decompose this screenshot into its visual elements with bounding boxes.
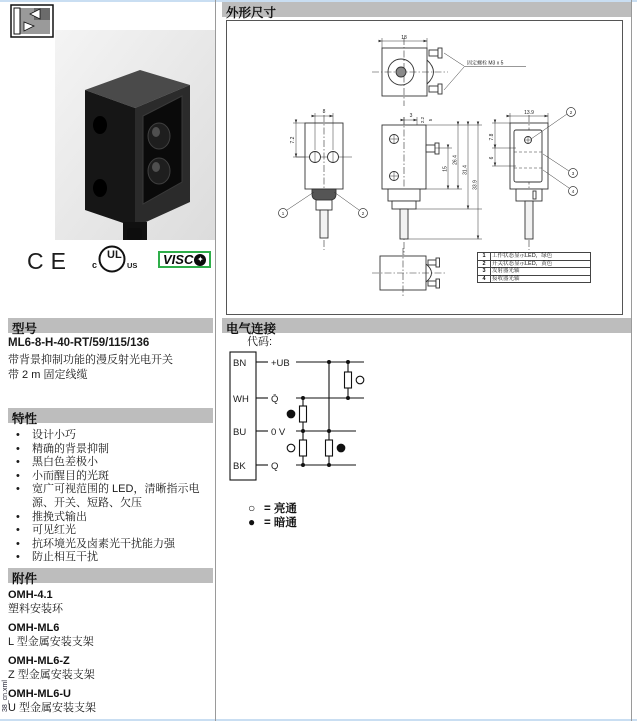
dim-side-h2: 26.4 <box>452 155 459 165</box>
sensor-type-icon <box>10 4 54 38</box>
section-header-accessories: 附件 <box>8 568 213 583</box>
dim-side-d3: 5 <box>428 118 433 122</box>
document-filename: 38_cn.xml <box>2 680 9 712</box>
ul-c: c <box>92 260 98 270</box>
callout-4: 4 <box>571 189 575 194</box>
ul-letters: UL <box>107 249 122 261</box>
legend-light-on-text: = 亮通 <box>264 503 297 515</box>
wiring-diagram <box>228 348 408 488</box>
dim-side-d2: 2.2 <box>420 116 425 124</box>
visco-star-icon: ✦ <box>194 254 206 266</box>
section-header-electrical: 电气连接 <box>222 318 631 333</box>
legend-row <box>478 268 591 276</box>
dim-side-h3: 31.4 <box>462 165 469 175</box>
accessory-code: OMH-4.1 <box>8 589 53 601</box>
accessory-code: OMH-ML6-Z <box>8 655 70 667</box>
visco-logo <box>158 251 211 268</box>
legend-text: 工作状态显示LED，绿色 <box>491 253 591 261</box>
accessory-desc: L 型金属安装支架 <box>8 636 94 648</box>
accessory-desc: Z 型金属安装支架 <box>8 669 95 681</box>
callout-3: 3 <box>571 171 575 176</box>
dim-front-hole-offset: 7.2 <box>290 136 296 144</box>
legend-text: 接收器光轴 <box>491 275 591 283</box>
accessory-code: OMH-ML6 <box>8 622 60 634</box>
ul-us: US <box>127 261 138 270</box>
drawing-legend-table <box>477 252 591 283</box>
accessory-desc: U 型金属安装支架 <box>8 702 96 714</box>
wire-abbr-wh: WH <box>233 394 249 405</box>
callout-2: 2 <box>361 211 365 216</box>
visco-text: VISC <box>163 252 194 267</box>
model-description-1: 带背景抑制功能的漫反射光电开关 <box>8 354 173 366</box>
model-code: ML6-8-H-40-RT/59/115/136 <box>8 337 150 349</box>
dim-right-width: 13.9 <box>524 110 534 116</box>
dim-right-d2: 6 <box>489 156 495 160</box>
legend-text: 发射器光轴 <box>491 268 591 276</box>
wire-abbr-bk: BK <box>233 461 246 472</box>
legend-dark-on-text: = 暗通 <box>264 517 297 529</box>
accessory-desc: 塑料安装环 <box>8 603 63 615</box>
section-header-features: 特性 <box>8 408 213 423</box>
dim-right-d1: 7.8 <box>489 133 495 141</box>
callout-1: 1 <box>281 211 285 216</box>
feature-item: • 抗环境光及卤素光干扰能力强 <box>8 538 210 552</box>
legend-no: 1 <box>478 253 491 261</box>
dim-side-h4: 33.9 <box>472 180 479 190</box>
column-divider <box>215 0 216 721</box>
dim-top-width: 18 <box>401 35 407 41</box>
feature-item: • 黑白色差极小 <box>8 456 210 470</box>
features-list <box>8 429 210 565</box>
accessory-item <box>8 621 210 649</box>
electrical-code-label: 代码: <box>247 336 273 348</box>
dim-front-width: 8 <box>322 109 326 115</box>
dim-side-h1: 15 <box>442 166 449 172</box>
accessories-list <box>8 588 210 720</box>
wire-abbr-bu: BU <box>233 427 247 438</box>
open-circle-icon: ○ <box>248 501 256 515</box>
legend-no: 4 <box>478 275 491 283</box>
feature-item: • 设计小巧 <box>8 429 210 443</box>
legend-text: 开关状态显示LED，黄色 <box>491 260 591 268</box>
ul-mark <box>86 244 138 278</box>
legend-no: 3 <box>478 268 491 276</box>
model-description-2: 带 2 m 固定线缆 <box>8 369 88 381</box>
accessory-code: OMH-ML6-U <box>8 688 71 700</box>
dim-side-d1: 3 <box>409 113 413 119</box>
legend-row <box>478 260 591 268</box>
wire-signal-q: Q <box>271 461 279 472</box>
section-header-dimensions: 外形尺寸 <box>222 2 631 17</box>
ce-mark: CE <box>27 248 73 274</box>
filled-circle-icon: ● <box>248 515 256 529</box>
feature-item: • 推挽式输出 <box>8 511 210 525</box>
callout-2b: 2 <box>569 110 573 115</box>
legend-row <box>478 253 591 261</box>
legend-row <box>478 275 591 283</box>
feature-item: • 小而醒目的光斑 <box>8 470 210 484</box>
feature-item: • 宽广可视范围的 LED，清晰指示电源、开关、短路、欠压 <box>8 483 210 510</box>
accessory-item <box>8 654 210 682</box>
dim-screw-note: 固定螺栓 M3 x 5 <box>467 60 504 67</box>
feature-item: • 可见红光 <box>8 524 210 538</box>
feature-item: • 精确的背景抑制 <box>8 443 210 457</box>
legend-no: 2 <box>478 260 491 268</box>
product-photo <box>55 30 215 240</box>
feature-item: • 防止相互干扰 <box>8 551 210 565</box>
page-right-border <box>631 0 632 721</box>
wire-abbr-bn: BN <box>233 358 247 369</box>
accessory-item <box>8 588 210 616</box>
wire-signal-ub: +UB <box>271 358 290 369</box>
wire-signal-0v: 0 V <box>271 427 286 438</box>
output-legend-dark-on <box>248 514 297 530</box>
wire-signal-qbar: Q̄ <box>271 394 279 405</box>
accessory-item <box>8 687 210 715</box>
section-header-model: 型号 <box>8 318 213 333</box>
